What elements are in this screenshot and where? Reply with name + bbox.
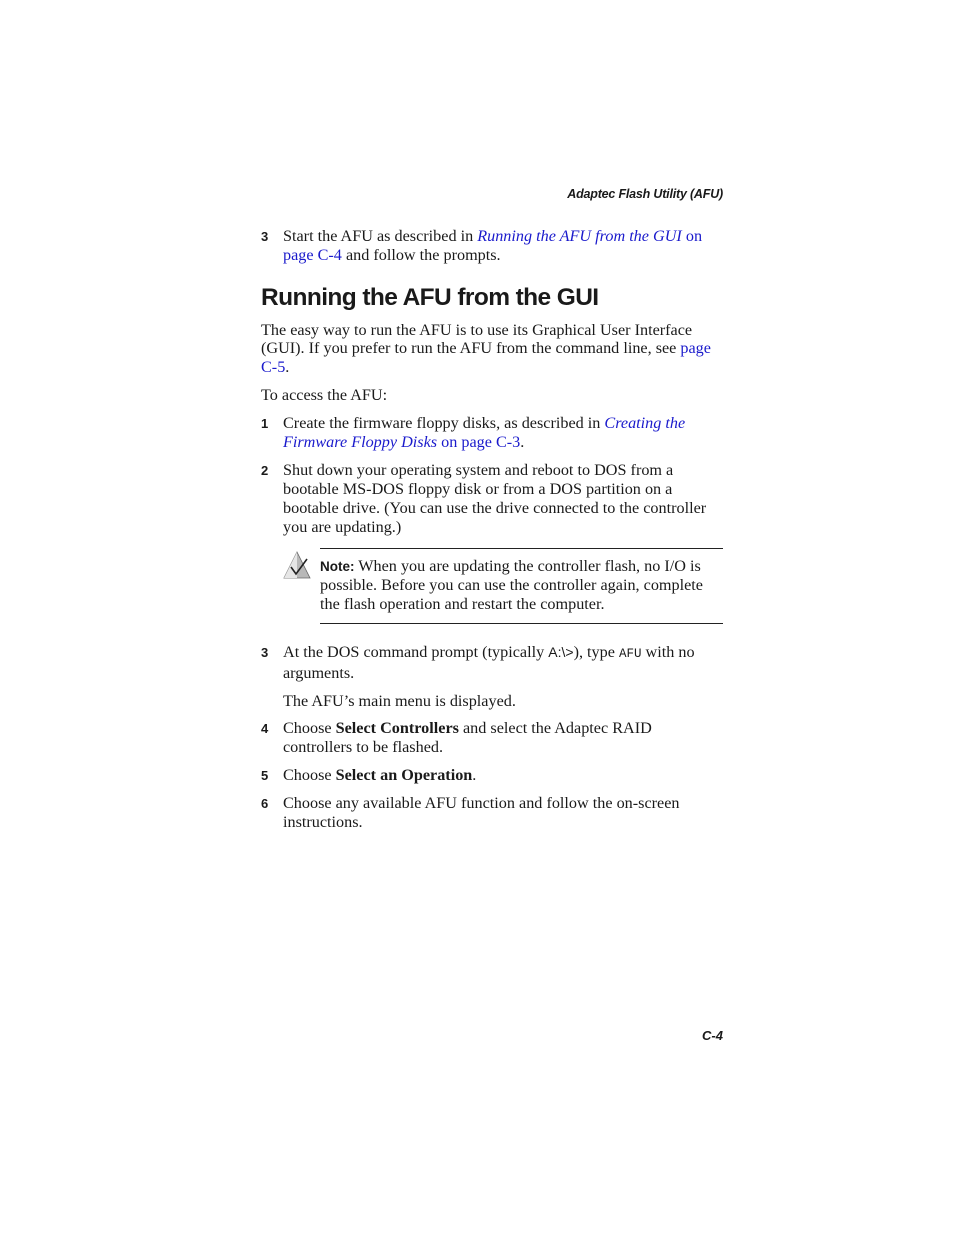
page-number: C-4 (702, 1028, 723, 1043)
creating-floppy-link[interactable]: Creating the Firmware Floppy Disks on page C-3 (283, 413, 686, 451)
step-2 (261, 461, 723, 536)
running-gui-link[interactable]: Running the AFU from the GUI on page C-4 (283, 227, 703, 264)
page-content (261, 227, 723, 831)
note-label: Note: (320, 558, 355, 574)
step-1: 1 Create the firmware floppy disks, as described in Creating the Firmware Floppy Disks on page C-3. (261, 413, 686, 451)
afu-command: AFU (618, 646, 642, 661)
step-number: 4 (261, 721, 269, 737)
step-6 (261, 794, 723, 832)
step-number: 3 (261, 229, 269, 244)
page-c5-link[interactable]: page C-5 (261, 339, 711, 377)
step-number: 1 (261, 415, 269, 431)
running-header: Adaptec Flash Utility (AFU) (567, 187, 723, 201)
step-number: 3 (261, 644, 269, 660)
note-box (320, 548, 723, 624)
step-5: 5 Choose Select an Operation. (261, 765, 477, 784)
step-text: Shut down your operating system and reboot to DOS from a bootable MS-DOS floppy disk or from a DOS partition on a bootable drive. (You can use the drive connected to the controller you are updating.) (283, 461, 707, 536)
step-text-end: and follow the prompts. (341, 245, 501, 264)
step-number: 2 (261, 463, 269, 479)
intro-step (261, 227, 723, 265)
section-intro: The easy way to run the AFU is to use its Graphical User Interface (GUI). If you prefer to run the AFU from the command line, see page C-5. (261, 320, 711, 377)
select-controllers-option: Select Controllers (335, 719, 459, 738)
step-text: Start the AFU as described in (283, 227, 478, 245)
select-operation-option: Select an Operation (335, 765, 473, 784)
note-text: When you are updating the controller flash, no I/O is possible. Before you can use the controller again, complete the flash operation and restart the computer. (320, 556, 703, 614)
step-text: Choose any available AFU function and follow the on-screen instructions. (283, 793, 680, 831)
note-icon (283, 551, 311, 579)
dos-prompt: A:\> (548, 643, 574, 660)
step-3-result: The AFU’s main menu is displayed. (283, 691, 516, 710)
access-text: To access the AFU: (261, 385, 388, 404)
step-number: 6 (261, 795, 269, 811)
step-number: 5 (261, 767, 269, 783)
section-title: Running the AFU from the GUI (261, 283, 599, 311)
step-4: 4 Choose Select Controllers and select the Adaptec RAID controllers to be flashed. (261, 719, 652, 757)
step-3: 3 At the DOS command prompt (typically A:\>), type AFU with no arguments. (261, 642, 695, 682)
